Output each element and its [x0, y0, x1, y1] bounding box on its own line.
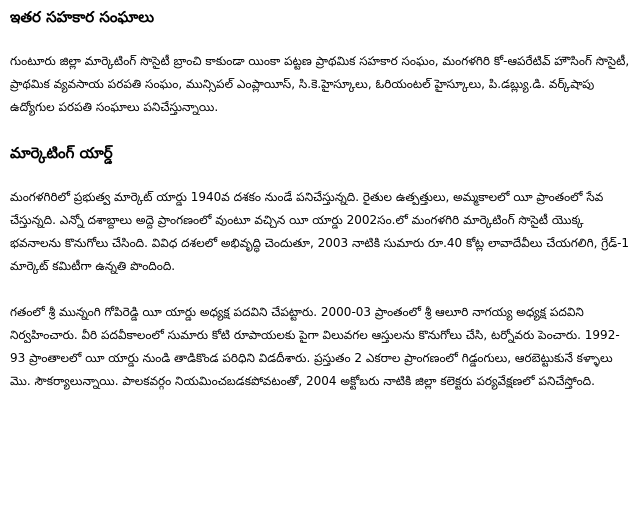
spacer — [10, 164, 632, 186]
paragraph-marketing-yard-history: మంగళగిరిలో ప్రభుత్వ మార్కెట్ యార్డు 1940వ దశకం నుండే పనిచేస్తున్నది. రైతుల ఉత్పత్తులు, అమ్మకాలలో యీ ప్రాంతంలో సేవ చేస్తున్నది. ఎన్నో దశాబ్దాలు అద్దె ప్రాంగణంలో వుంటూ వచ్చిన యీ యార్డు 2002సం.లో మంగళగిరి మార్కెటింగ్ సొసైటీ యొక్క భవనాలను కొనుగోలు చేసింది. వివిధ దశలలో అభివృద్ధి చెందుతూ, 2003 నాటికి సుమారు రూ.40 కోట్ల లావాదేవీలు చేయగలిగి, గ్రేడ్-1 మార్కెట్ కమిటీగా ఉన్నతి పొందింది. — [10, 190, 630, 273]
spacer — [10, 119, 632, 142]
paragraph-other-cooperatives: గుంటూరు జిల్లా మార్కెటింగ్ సొసైటీ బ్రాంచి కాకుండా యింకా పట్టణ ప్రాథమిక సహకార సంఘం, మంగళగిరి కో-ఆపరేటివ్ హౌసింగ్ సొసైటీ, ప్రాథమిక వ్యవసాయ పరపతి సంఘం, మున్సిపల్ ఎంప్లాయీస్, సి.కె.హైస్కూలు, ఓరియంటల్ హైస్కూలు, పి.డబ్ల్యు.డి. వర్క్‌షాపు ఉద్యోగుల పరపతి సంఘాలు పనిచేస్తున్నాయి. — [10, 54, 630, 114]
section-heading-marketing-yard: మార్కెటింగ్ యార్డ్ — [10, 144, 113, 162]
spacer — [10, 28, 632, 50]
spacer — [10, 278, 632, 301]
paragraph-marketing-yard-leadership: గతంలో శ్రీ మున్నంగి గోపిరెడ్డి యీ యార్డు అధ్యక్ష పదవిని చేపట్టారు. 2000-03 ప్రాంతంలో శ్రీ ఆలూరి నాగయ్య అధ్యక్ష పదవిని నిర్వహించారు. వీరి పదవీకాలంలో సుమారు కోటి రూపాయలకు పైగా విలువగల ఆస్తులను కొనుగోలు చేసి, టర్నోవరు పెంచారు. 1992-93 ప్రాంతాలలో యీ యార్డు నుండి తాడికొండ పరిధిని విడదీశారు. ప్రస్తుతం 2 ఎకరాల ప్రాంగణంలో గిడ్డంగులు, ఆరబెట్టుకునే కళ్ళాలు మొ. సౌకర్యాలున్నాయి. పాలకవర్గం నియమించబడకపోవటంతో, 2004 అక్టోబరు నాటికి జిల్లా కలెక్టరు పర్యవేక్షణలో పనిచేస్తోంది. — [10, 305, 620, 388]
section-heading-other-cooperatives: ఇతర సహకార సంఘాలు — [10, 8, 155, 26]
